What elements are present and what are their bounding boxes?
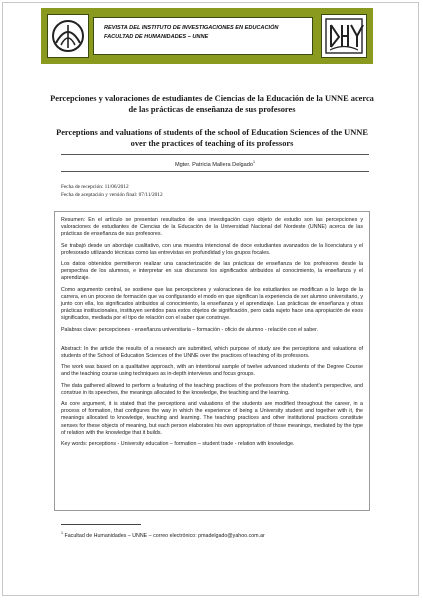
resumen-paragraph: Como argumento central, se sostiene que las percepciones y valoraciones de los estudiantes se modifican a lo largo de la carrera, en un proceso de formación que va configurando el modo en que significan la experiencia de ser alumno universitario, y junto con ella, los significados atribuidos al conocimiento, la enseñanza y el aprendizaje. Las prácticas de enseñanza y otras prácticas institucionales, instituyen sentidos para estos objetos de significación, pero cada sujeto hace una apropiación de esos significados, mediada por el tipo de relación con el saber que construye. <box>61 286 363 322</box>
author-footnote-mark: 1 <box>253 160 256 164</box>
accepted-date: Fecha de aceptación y versión final: 07/11/2012 <box>61 192 163 198</box>
title-english: Perceptions and valuations of students of the school of Education Sciences of the UNNE over the practices of teaching of its professors <box>56 128 368 148</box>
resumen-paragraph: Se trabajó desde un abordaje cualitativo, con una muestra intencional de doce estudiantes avanzados de la licenciatura y el profesorado utilizando técnicas como las entrevistas en profundidad y los grupos focales. <box>61 242 363 256</box>
abstract-paragraph: Abstract: In the article the results of a research are submitted, which purpose of study are the perceptions and valuations of students of the School of Education Sciences of the UNNE over the practices of teaching of its professors. <box>61 345 363 360</box>
received-date: Fecha de recepción: 11/06/2012 <box>61 184 129 190</box>
journal-title-line2: FACULTAD DE HUMANIDADES – UNNE <box>104 34 209 40</box>
footnote-rule <box>61 524 141 525</box>
footnote-text: Facultad de Humanidades – UNNE – correo electrónico: pmadelgado@yahoo.com.ar <box>64 532 265 539</box>
journal-banner <box>41 8 373 64</box>
palabras-clave: Palabras clave: percepciones - enseñanza universitaria – formación - oficio de alumno - relación con el saber. <box>61 326 319 333</box>
resumen-paragraph: Resumen: En el artículo se presentan resultados de una investigación cuyo objeto de estudio son las percepciones y valoraciones de estudiantes de Ciencias de la Educación de la Universidad Nacional del Nordeste (UNNE) acerca de las prácticas de enseñanza de sus profesores. <box>61 217 363 238</box>
journal-title-box <box>93 17 313 55</box>
author-line <box>61 157 369 170</box>
abstract-paragraph: As core argument, it is stated that the perceptions and valuations of the students are modified throughout the career, in a process of formation, that configures the way in which the experience of being a University student and together with it, the meanings allocated to knowledge, teaching and learning. The teaching practices and other institutional practices constitute senses for these objects of meaning, but each person elaborates his own appropriation of those meanings, mediated by the type of relation with the knowledge that it builds. <box>61 401 363 436</box>
footnote-mark: 1 <box>61 531 63 535</box>
key-words: Key words: perceptions - University education – formation – student trade - relation with knowledge. <box>61 441 295 448</box>
author-rule-bottom <box>61 171 369 172</box>
abstract-paragraph: The data gathered allowed to perform a featuring of the teaching practices of the professors from the student's perspective, and construe in its speeches, the meanings allocated to the knowledge, the teaching and the learning. <box>61 382 363 396</box>
resumen-paragraph: Los datos obtenidos permitieron realizar una caracterización de las prácticas de enseñanza de los profesores desde la perspectiva de los alumnos, e interpretar en sus discursos los significados atribuidos al conocimiento, la enseñanza y el aprendizaje. <box>61 261 363 282</box>
footnote <box>61 529 361 540</box>
section-gap <box>61 338 363 346</box>
humanities-logo-icon <box>321 14 367 58</box>
dates-block <box>61 183 361 199</box>
author-rule-top <box>61 154 369 155</box>
abstract-paragraph: The work was based on a qualitative approach, with an intentional sample of twelve advanced students of the Degree Course and the teaching course using techniques as in-depth interviews and focus groups. <box>61 364 363 378</box>
unne-logo-icon <box>47 14 89 58</box>
title-spanish: Percepciones y valoraciones de estudiantes de Ciencias de la Educación de la UNNE acerca de las prácticas de enseñanza de sus profesores <box>50 94 374 114</box>
journal-title-line1: REVISTA DEL INSTITUTO DE INVESTIGACIONES EN EDUCACIÓN <box>104 25 279 31</box>
abstract-box <box>54 211 370 511</box>
author-name: Mgter. Patricia Mallera Delgado <box>174 161 254 168</box>
